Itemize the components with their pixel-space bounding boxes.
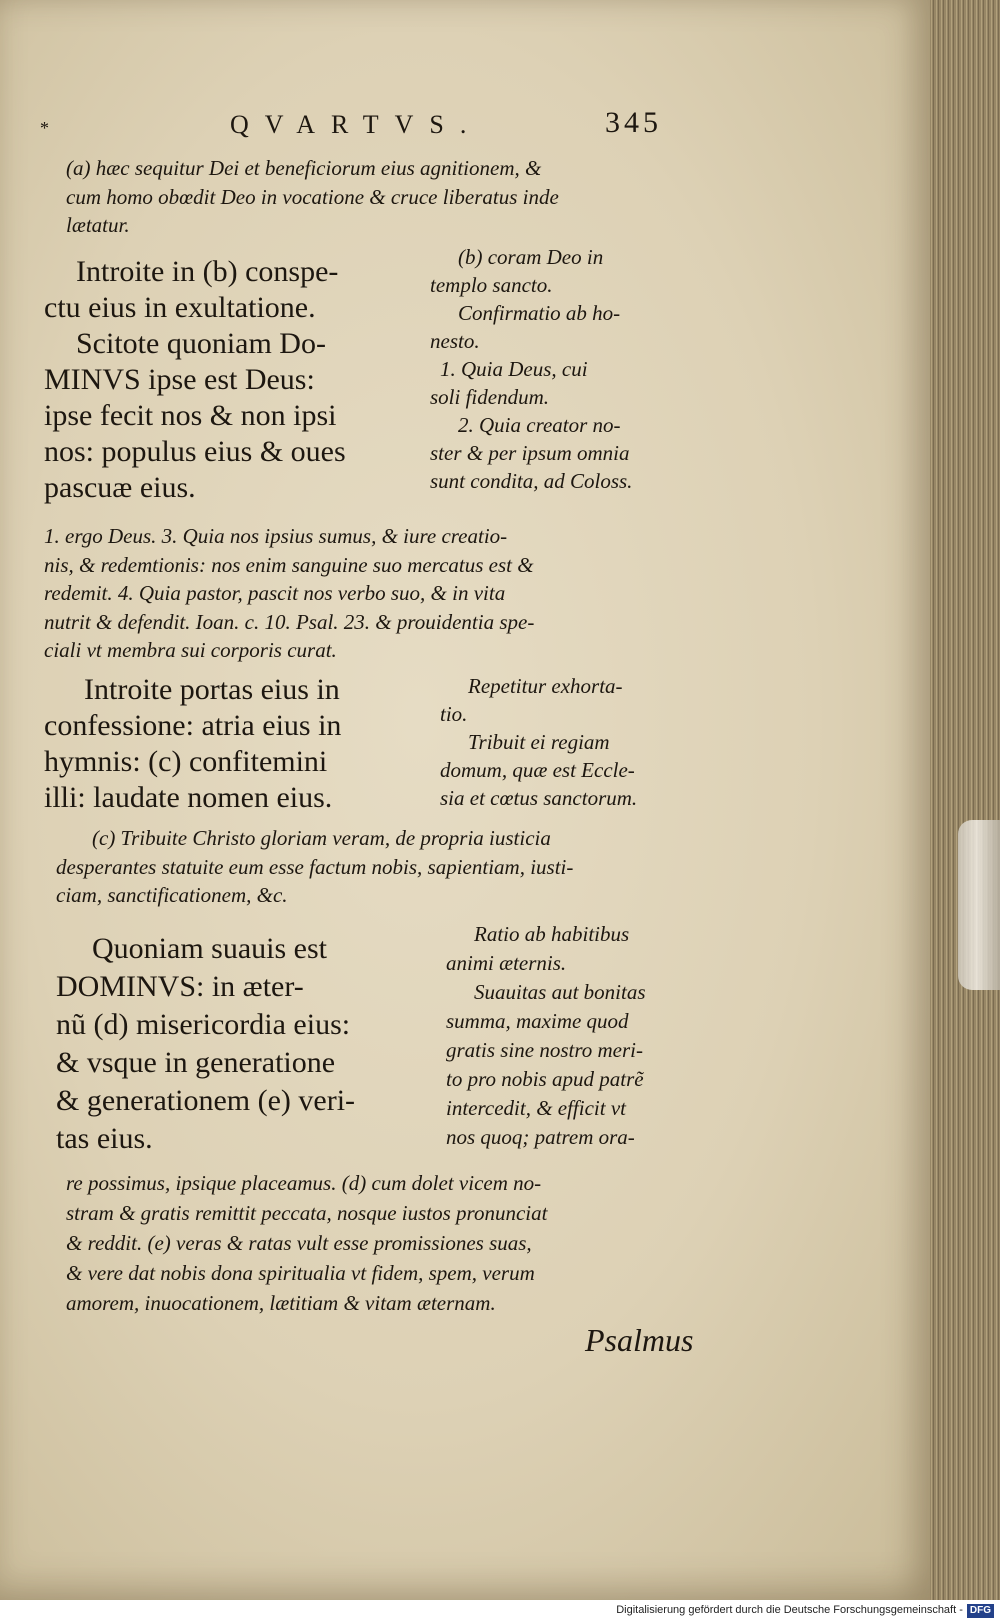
gloss-line: 2. Quia creator no- — [458, 413, 621, 437]
gloss-line: intercedit, & efficit vt — [446, 1096, 626, 1120]
gloss-line: nesto. — [430, 329, 480, 353]
note-c — [56, 824, 706, 910]
note-line: desperantes statuite eum esse factum nobis, sapientiam, iusti- — [56, 854, 574, 879]
verse-line: pascuæ eius. — [44, 471, 196, 504]
verse-line: & vsque in generatione — [56, 1046, 336, 1079]
note-line: re possimus, ipsique placeamus. (d) cum dolet vicem no- — [66, 1171, 542, 1195]
note-line: & vere dat nobis dona spiritualia vt fidem, spem, verum — [66, 1261, 535, 1285]
verse-line: confessione: atria eius in — [44, 709, 342, 742]
note-line: nis, & redemtionis: nos enim sanguine suo mercatus est & — [44, 552, 534, 577]
verse-block-3 — [56, 930, 446, 1158]
gloss-block-1 — [430, 243, 695, 495]
gloss-line: Tribuit ei regiam — [468, 730, 610, 754]
verse-line: illi: laudate nomen eius. — [44, 781, 333, 814]
note-line: stram & gratis remittit peccata, nosque iustos pronunciat — [66, 1201, 548, 1225]
note-line: ciam, sanctificationem, &c. — [56, 883, 288, 907]
gloss-line: to pro nobis apud patrẽ — [446, 1067, 644, 1091]
verse-line: ipse fecit nos & non ipsi — [44, 399, 337, 432]
gloss-line: sunt condita, ad Coloss. — [430, 469, 633, 493]
page-mark: * — [40, 118, 49, 138]
note-line: (c) Tribuite Christo gloriam veram, de propria iusticia — [92, 826, 551, 850]
verse-line: DOMINVS: in æter- — [56, 970, 304, 1003]
gloss-line: summa, maxime quod — [446, 1009, 629, 1033]
note-a-line: lætatur. — [66, 213, 130, 237]
verse-line: nũ (d) misericordia eius: — [56, 1008, 351, 1041]
page-number: 345 — [605, 106, 662, 139]
gloss-line: animi æternis. — [446, 951, 567, 975]
gloss-line: Repetitur exhorta- — [468, 674, 623, 698]
note-line: nutrit & defendit. Ioan. c. 10. Psal. 23. & prouidentia spe- — [44, 609, 535, 634]
gloss-line: templo sancto. — [430, 273, 553, 297]
book-fore-edge — [930, 0, 1000, 1600]
note-line: redemit. 4. Quia pastor, pascit nos verbo suo, & in vita — [44, 581, 506, 605]
verse-line: MINVS ipse est Deus: — [44, 363, 315, 396]
footer-credit: Digitalisierung gefördert durch die Deutsche Forschungsgemeinschaft - — [616, 1604, 963, 1616]
verse-line: Scitote quoniam Do- — [76, 327, 326, 360]
gloss-line: tio. — [440, 702, 468, 726]
book-clasp — [958, 820, 1000, 990]
note-line: 1. ergo Deus. 3. Quia nos ipsius sumus, & iure creatio- — [44, 524, 508, 548]
verse-line: Introite in (b) conspe- — [76, 255, 339, 288]
gloss-line: soli fidendum. — [430, 385, 549, 409]
verse-line: Quoniam suauis est — [92, 932, 327, 965]
note-line: ciali vt membra sui corporis curat. — [44, 638, 337, 662]
verse-line: Introite portas eius in — [84, 673, 340, 706]
note-a-line: cum homo obœdit Deo in vocatione & cruce liberatus inde — [66, 184, 559, 209]
verse-line: & generationem (e) veri- — [56, 1084, 356, 1117]
note-line: & reddit. (e) veras & ratas vult esse promissiones suas, — [66, 1231, 532, 1255]
verse-line: tas eius. — [56, 1122, 153, 1155]
gloss-line: ster & per ipsum omnia — [430, 441, 630, 465]
note-ergo — [44, 522, 704, 665]
gloss-line: 1. Quia Deus, cui — [440, 357, 588, 381]
note-d-e — [66, 1168, 716, 1318]
gloss-line: (b) coram Deo in — [458, 245, 604, 269]
verse-line: ctu eius in exultatione. — [44, 291, 316, 324]
dfg-logo: DFG — [967, 1604, 994, 1618]
verse-block-2 — [44, 672, 444, 816]
note-line: amorem, inuocationem, lætitiam & vitam æternam. — [66, 1291, 496, 1315]
gloss-line: domum, quæ est Eccle- — [440, 758, 635, 782]
gloss-line: gratis sine nostro meri- — [446, 1038, 643, 1062]
gloss-block-2 — [440, 672, 700, 812]
gloss-line: nos quoq; patrem ora- — [446, 1125, 635, 1149]
catchword: Psalmus — [585, 1322, 694, 1358]
digitization-footer — [0, 1600, 1000, 1620]
gloss-line: Confirmatio ab ho- — [458, 301, 621, 325]
verse-line: hymnis: (c) confitemini — [44, 745, 328, 778]
gloss-line: Ratio ab habitibus — [474, 922, 630, 946]
gloss-block-3 — [446, 920, 706, 1152]
verse-line: nos: populus eius & oues — [44, 435, 346, 468]
gloss-line: sia et cœtus sanctorum. — [440, 786, 638, 810]
note-a-line: (a) hæc sequitur Dei et beneficiorum eius agnitionem, & — [66, 156, 542, 180]
verse-block-1 — [44, 254, 434, 506]
note-a — [66, 154, 706, 240]
gloss-line: Suauitas aut bonitas — [474, 980, 646, 1004]
running-head: QVARTVS. — [230, 110, 483, 139]
